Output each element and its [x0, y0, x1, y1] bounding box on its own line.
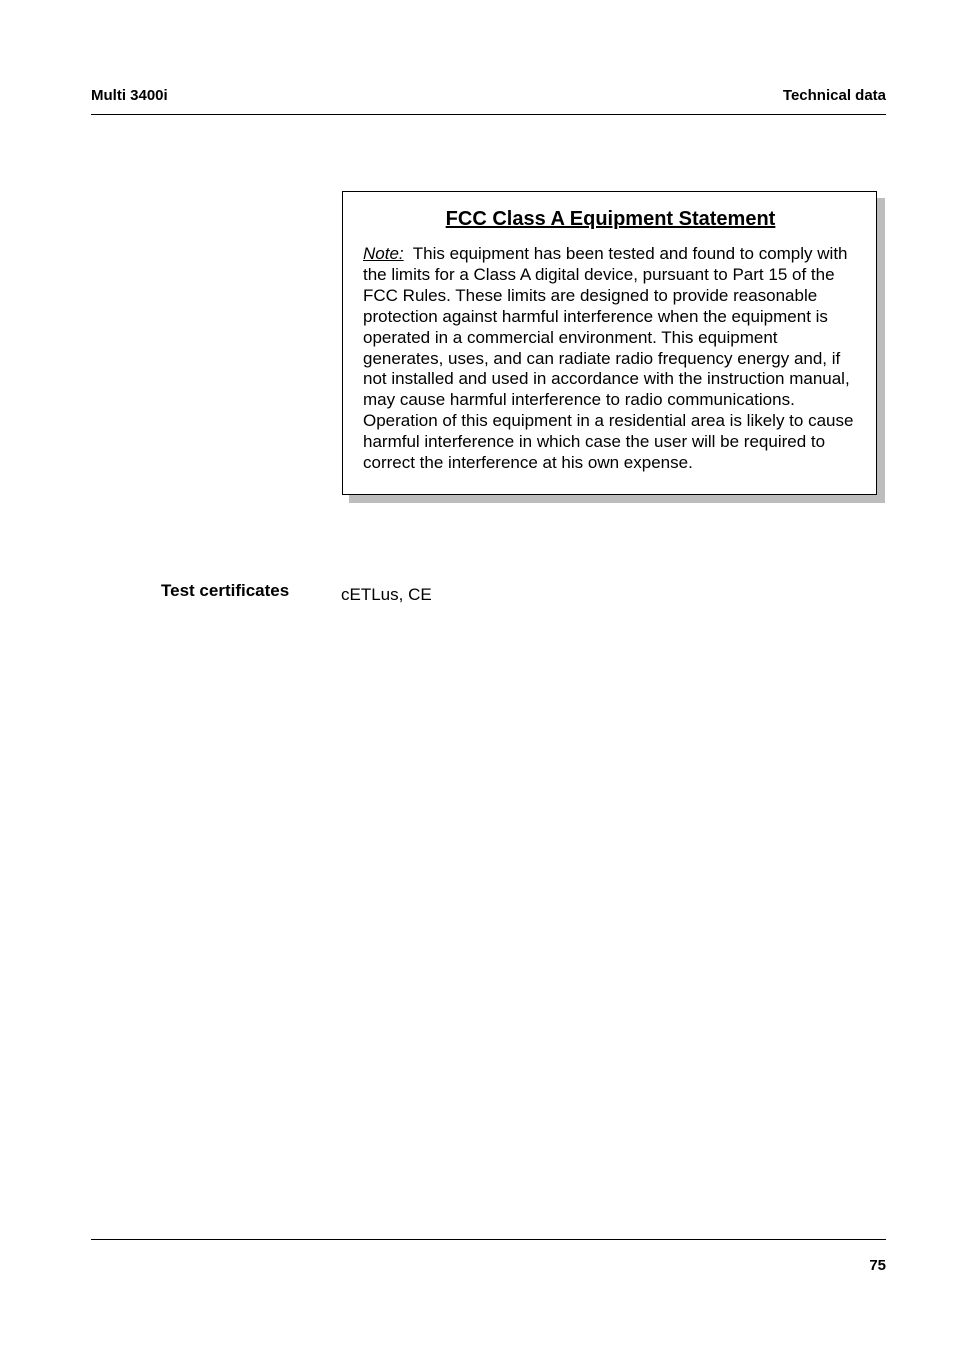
header-product-name: Multi 3400i: [91, 87, 168, 104]
header-divider: [91, 114, 886, 115]
test-certificates-value: cETLus, CE: [341, 585, 432, 604]
fcc-statement-title: FCC Class A Equipment Statement: [445, 208, 776, 230]
test-certificates-label: Test certificates: [161, 581, 290, 600]
header-section-title: Technical data: [782, 87, 886, 104]
fcc-note-label: Note:: [363, 244, 404, 263]
fcc-note-text: This equipment has been tested and found to comply with the limits for a Class A digital device, pursuant to Part 15 of the FCC Rules. These limits are designed to provide reasonable protection against harmful interference when the equipment is operated in a commercial environment. This equipment generates, uses, and can radiate radio frequency energy and, if not installed and used in accordance with the instruction manual, may cause harmful interference to radio communications. Operation of this equipment in a residential area is likely to cause harmful interference in which case the user will be required to correct the interference at his own expense.: [363, 244, 854, 473]
footer-divider: [91, 1239, 886, 1240]
fcc-statement-box: [342, 191, 877, 495]
fcc-statement-body: [363, 244, 858, 474]
page-number: 75: [869, 1257, 886, 1274]
